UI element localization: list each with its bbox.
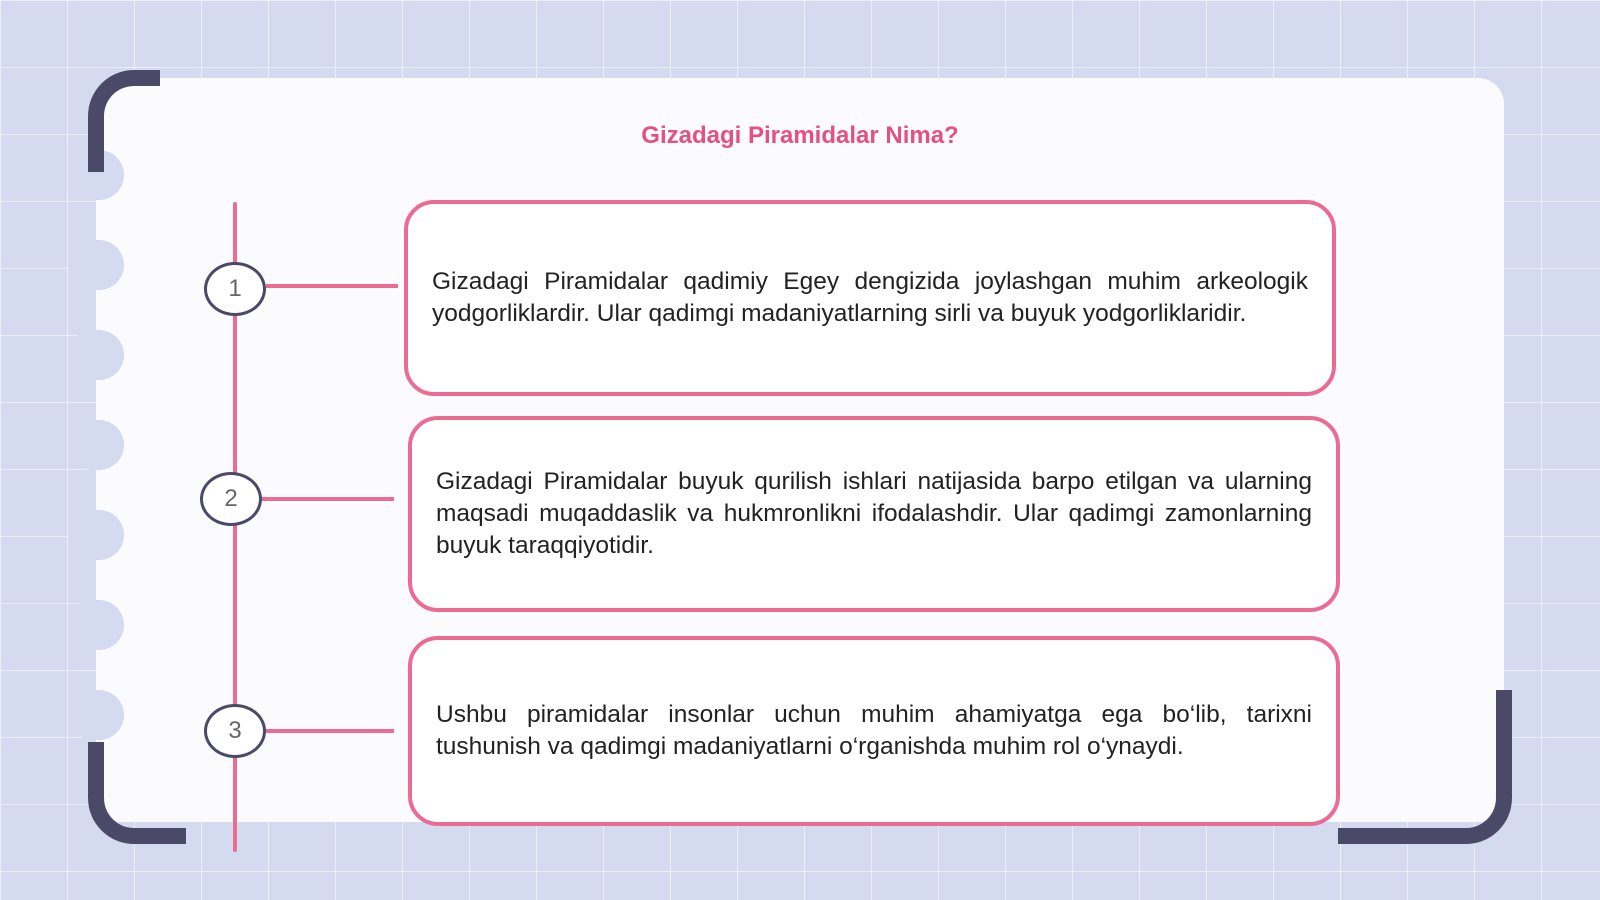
timeline-item-3	[408, 636, 1340, 826]
binder-notch	[68, 420, 124, 470]
timeline-item-1	[404, 200, 1336, 396]
timeline-connector-1	[266, 284, 398, 288]
timeline-connector-3	[266, 729, 394, 733]
timeline-connector-2	[262, 497, 394, 501]
binder-notch	[68, 600, 124, 650]
binder-notch	[68, 690, 124, 740]
step-number-1: 1	[204, 262, 266, 316]
frame-corner-top-left	[88, 70, 160, 172]
timeline-item-2-text: Gizadagi Piramidalar buyuk qurilish ishlari natijasida barpo etilgan va ularning maqsadi muqaddaslik va hukmronlikni ifodalashdir. Ular qadimgi zamonlarning buyuk taraqqiyotidir.	[436, 468, 1312, 559]
timeline-item-1-text: Gizadagi Piramidalar qadimiy Egey dengizida joylashgan muhim arkeologik yodgorliklardir. Ular qadimgi madaniyatlarning sirli va buyuk yodgorliklaridir.	[432, 268, 1308, 327]
slide-title: Gizadagi Piramidalar Nima?	[641, 122, 959, 149]
step-number-2: 2	[200, 472, 262, 526]
frame-corner-bottom-left	[88, 742, 186, 844]
timeline-item-3-text: Ushbu piramidalar insonlar uchun muhim ahamiyatga ega bo‘lib, tarixni tushunish va qadimgi madaniyatlarni o‘rganishda muhim rol o‘ynaydi.	[436, 701, 1312, 760]
frame-corner-bottom-right	[1338, 690, 1512, 844]
step-number-3: 3	[204, 704, 266, 758]
binder-notch	[68, 240, 124, 290]
binder-notch	[68, 510, 124, 560]
timeline-item-2	[408, 416, 1340, 612]
binder-notch	[68, 330, 124, 380]
